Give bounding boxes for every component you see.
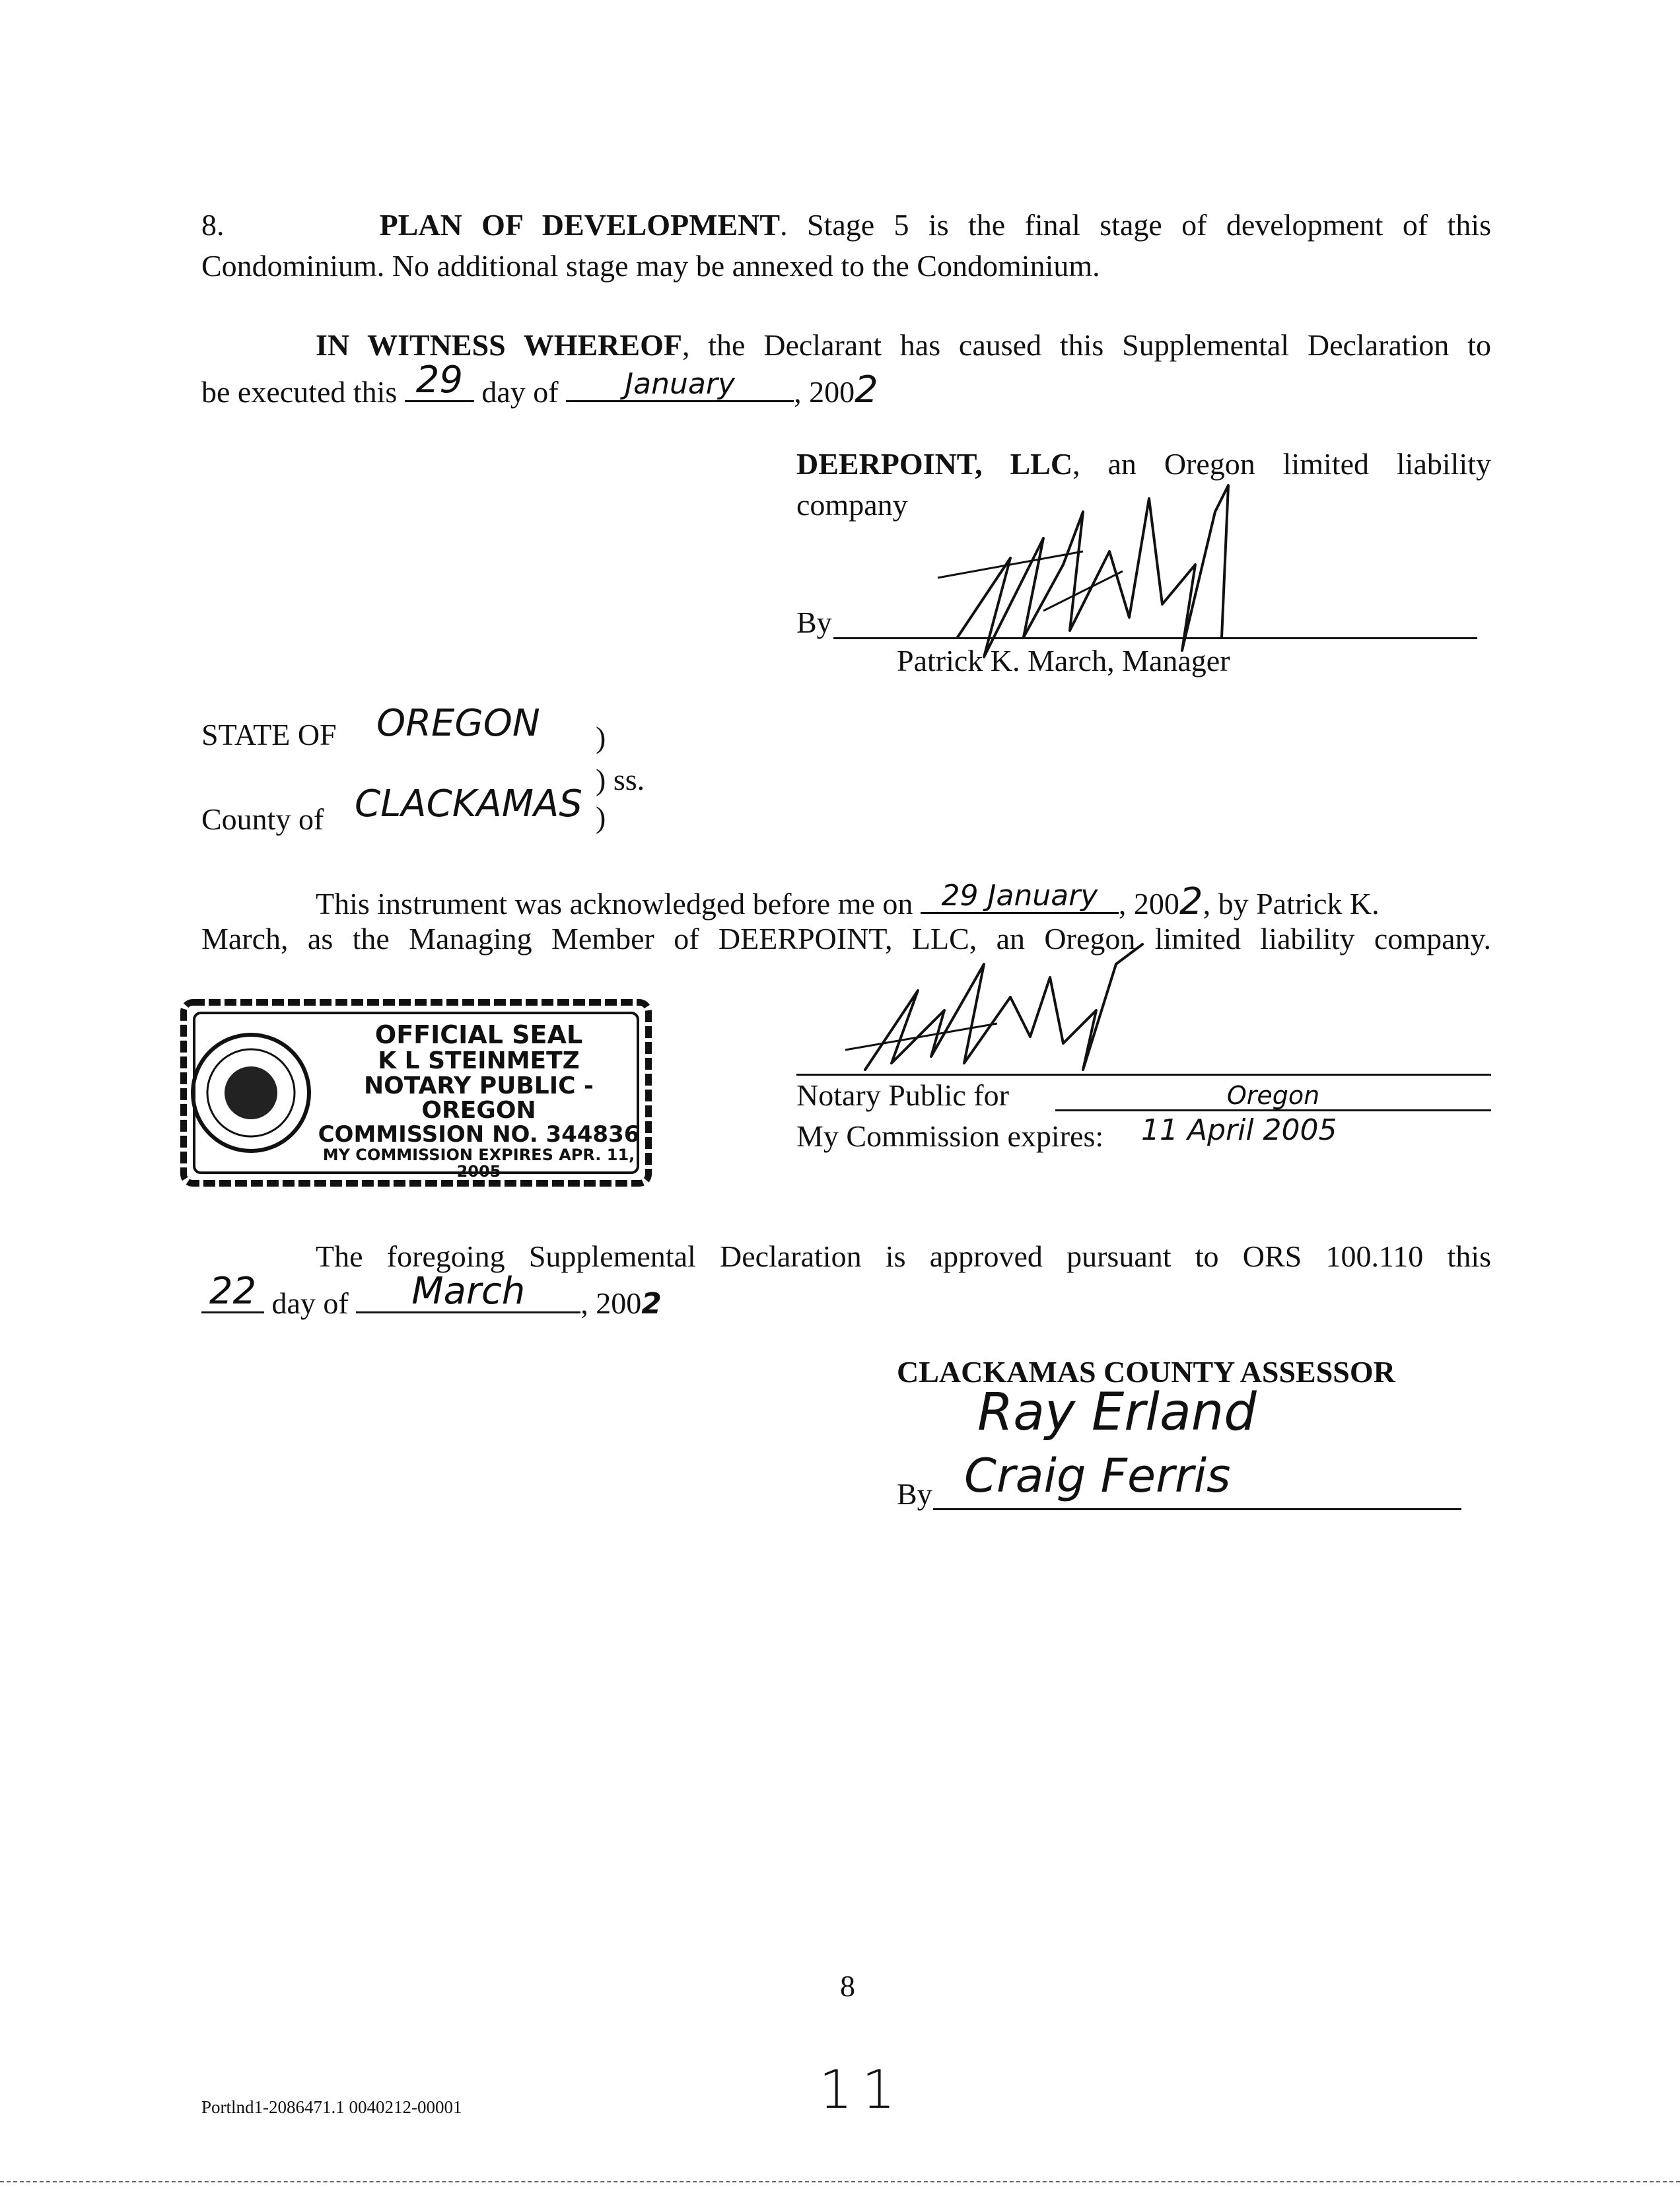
approval-year-prefix: , 200 [580,1286,642,1320]
section-8-plan-of-development [201,210,1491,292]
approval-line-1: The foregoing Supplemental Declaration is approved pursuant to ORS 100.110 this [316,1239,1491,1273]
handwritten-page-number: 11 [819,2059,905,2120]
seal-line-3: NOTARY PUBLIC - OREGON [364,1072,594,1125]
document-id: Portlnd1-2086471.1 0040212-00001 [201,2097,462,2117]
acknowledgment-year-prefix: , 200 [1118,887,1179,921]
section-number: 8. [201,208,225,242]
venue-paren-3: ) [596,800,606,834]
notary-expires-label: My Commission expires: [796,1119,1104,1153]
seal-line-4: COMMISSION NO. 344836 [318,1121,640,1148]
witness-line-1-text: , the Declarant has caused this Supplemental Declaration to [682,328,1491,362]
seal-line-5: MY COMMISSION EXPIRES APR. 11, 2005 [322,1145,635,1181]
witness-line-2 [201,359,1491,412]
section-8-line-1-text: . Stage 5 is the final stage of development of this [780,208,1491,242]
county-label: County of [201,802,324,836]
declarant-name: DEERPOINT, LLC [796,447,1073,481]
approval-line-2 [201,1270,1491,1323]
acknowledgment-year-handwriting: 2 [1179,880,1203,923]
witness-month-blank [566,367,794,402]
notary-public-for-blank [1055,1080,1491,1111]
witness-year-handwriting: 2 [855,368,878,411]
witness-paragraph [201,330,1491,412]
acknowledgment-date-handwriting: 29 January [941,879,1098,913]
seal-line-2: K L STEINMETZ [378,1047,580,1074]
witness-day-of: day of [481,375,559,409]
acknowledgment-prefix: This instrument was acknowledged before me on [316,887,913,921]
approval-day-of: day of [271,1286,349,1320]
declarant-name-rest: , an Oregon limited liability [1072,447,1492,481]
notary-public-for-handwriting: Oregon [1226,1081,1320,1110]
witness-lead: IN WITNESS WHEREOF [316,328,682,362]
approval-month-handwriting: March [411,1270,526,1313]
assessor-by-label: By [897,1477,932,1511]
notary-seal [178,997,654,1189]
approval-year-handwriting: 2 [641,1287,662,1321]
venue-paren-ss: ) ss. [596,763,645,796]
witness-year-prefix: , 200 [794,375,855,409]
approval-paragraph [201,1241,1491,1323]
witness-day-blank [405,359,474,402]
declarant-by-label: By [796,606,832,639]
acknowledgment-line-1 [201,879,1491,924]
notary-signature-line [796,1043,1491,1076]
seal-line-1: OFFICIAL SEAL [374,1020,583,1049]
witness-line-1 [201,330,1491,371]
bottom-rule [0,2181,1680,2182]
declarant-signer-name: Patrick K. March, Manager [897,644,1230,678]
page-number: 8 [840,1969,855,2003]
section-heading: PLAN OF DEVELOPMENT [379,208,781,242]
notary-public-for-label: Notary Public for [796,1078,1009,1112]
approval-day-blank [201,1270,264,1313]
declarant-signature [911,472,1255,670]
declarant-company: company [796,488,908,522]
acknowledgment-line-1-rest: , by Patrick K. [1203,887,1380,921]
assessor-deputy-handwriting: Craig Ferris [964,1449,1231,1503]
assessor-name-handwriting: Ray Erland [977,1383,1257,1442]
witness-month-handwriting: January [625,367,735,401]
acknowledgment-date-blank [921,879,1119,914]
state-label: STATE OF [201,718,337,751]
approval-day-handwriting: 22 [209,1270,257,1313]
witness-day-handwriting: 29 [415,359,463,401]
acknowledgment-line-2: March, as the Managing Member of DEERPOINT, LLC, an Oregon limited liability company. [201,922,1491,956]
state-handwriting: OREGON [376,702,540,745]
venue-paren-1: ) [596,720,606,754]
notary-expires-handwriting: 11 April 2005 [1141,1113,1337,1147]
venue-block [201,702,730,852]
county-handwriting: CLACKAMAS [355,782,582,825]
witness-prefix: be executed this [201,375,398,409]
section-8-line-2: Condominium. No additional stage may be annexed to the Condominium. [201,249,1100,283]
notary-seal-text [314,1022,644,1180]
approval-month-blank [356,1270,580,1313]
assessor-title: CLACKAMAS COUNTY ASSESSOR [897,1355,1395,1389]
section-8-line-1 [201,210,1491,251]
